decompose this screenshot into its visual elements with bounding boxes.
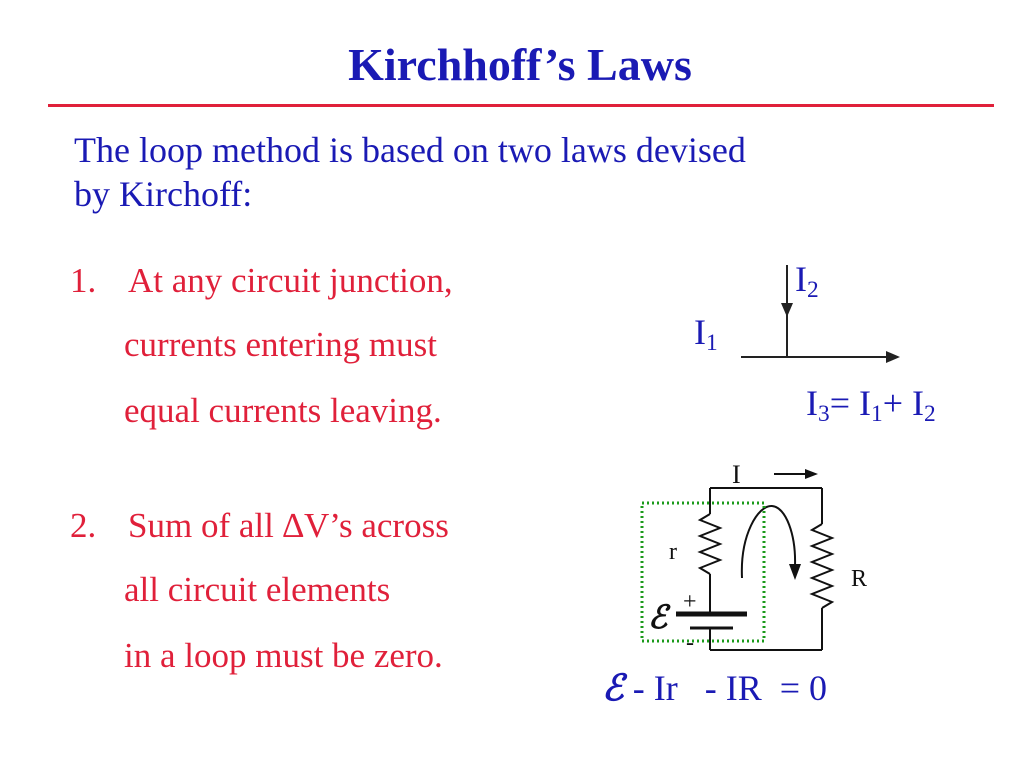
battery-plus-sign: + xyxy=(683,589,697,615)
current-arrow-icon xyxy=(805,469,818,479)
label-i1: $I_1$ xyxy=(694,312,718,356)
intro-line-2: by Kirchoff: xyxy=(74,174,253,214)
internal-resistor-label: r xyxy=(669,539,677,565)
circuit-current-label: I xyxy=(732,460,741,489)
law-2-number: 2. xyxy=(70,506,97,545)
law-2-line-1: Sum of all ∆V’s across xyxy=(128,506,449,545)
junction-equation: $I_3= I_1+ I_2$ xyxy=(806,383,936,427)
intro-line-1: The loop method is based on two laws devised xyxy=(74,130,746,170)
loop-direction-arc xyxy=(742,506,795,578)
law-2-line-2: all circuit elements xyxy=(124,570,391,609)
battery-minus-sign: - xyxy=(686,630,694,656)
law-2-line-3: in a loop must be zero. xyxy=(124,636,443,675)
external-resistor-label: R xyxy=(851,566,868,592)
page-title: Kirchhoff’s Laws xyxy=(348,39,692,90)
law-1-line-2: currents entering must xyxy=(124,325,437,364)
law-1-line-3: equal currents leaving. xyxy=(124,391,442,430)
loop-equation-emf: ℰ xyxy=(602,668,624,708)
external-resistor-icon xyxy=(812,524,832,608)
loop-arrow-icon xyxy=(789,564,801,580)
label-i2: $I_2$ xyxy=(795,259,819,303)
loop-equation-terms: - Ir - IR = 0 xyxy=(623,668,828,708)
law-1-number: 1. xyxy=(70,261,97,300)
internal-resistor-icon xyxy=(700,514,720,574)
emf-symbol: ℰ xyxy=(648,599,668,635)
law-1-line-1: At any circuit junction, xyxy=(128,261,453,300)
loop-equation xyxy=(602,667,827,709)
